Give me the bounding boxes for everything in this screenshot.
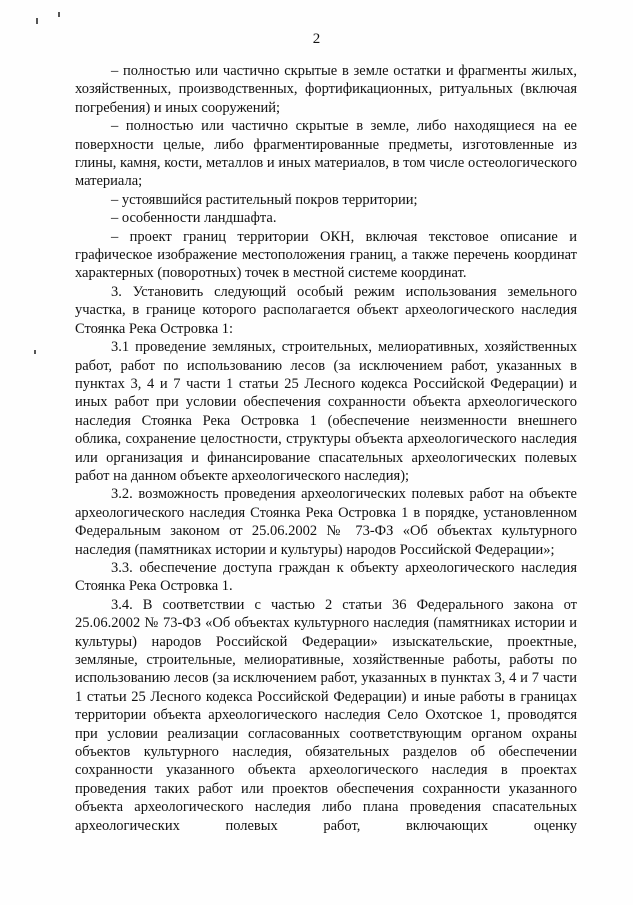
paragraph: 3.1 проведение земляных, строительных, мелиоративных, хозяйственных работ, работ по использованию лесов (за исключением работ, указанных в пунктах 3, 4 и 7 части 1 статьи 25 Лесного кодекса Российской Федерации) и иных работ при условии обеспечения сохранности объекта археологического наследия Стоянка Река Островка 1 (обеспечение неизменности внешнего облика, сохранение целостности, структуры объекта археологического наследия или организация и финансирование спасательных археологических полевых работ на данном объекте археологического наследия); xyxy=(75,339,577,484)
paragraph: – устоявшийся растительный покров территории; xyxy=(111,191,418,208)
paragraph: 3.3. обеспечение доступа граждан к объекту археологического наследия Стоянка Река Островка 1. xyxy=(75,559,577,595)
paragraph: – полностью или частично скрытые в земле, либо находящиеся на ее поверхности целые, либо фрагментированные предметы, изготовленные из глины, камня, кости, металлов и иных материалов, в том числе остеологического материала; xyxy=(75,118,577,190)
scan-artifact-mark xyxy=(36,18,38,24)
document-body xyxy=(75,62,577,835)
scan-artifact-mark xyxy=(34,350,36,354)
paragraph: – полностью или частично скрытые в земле остатки и фрагменты жилых, хозяйственных, производственных, фортификационных, ритуальных (включая погребения) и иных сооружений; xyxy=(75,63,577,116)
paragraph: 3.2. возможность проведения археологических полевых работ на объекте археологического наследия Стоянка Река Островка 1 в порядке, установленном Федеральным законом от 25.06.2002 № 73-ФЗ «Об объектах культурного наследия (памятниках истории и культуры) народов Российской Федерации»; xyxy=(75,486,577,558)
scan-artifact-mark xyxy=(58,12,60,17)
paragraph: – проект границ территории ОКН, включая текстовое описание и графическое изображение местоположения границ, а также перечень координат характерных (поворотных) точек в местной системе координат. xyxy=(75,228,577,282)
page-number: 2 xyxy=(312,31,321,47)
paragraph: – особенности ландшафта. xyxy=(111,210,277,227)
paragraph: 3.4. В соответствии с частью 2 статьи 36 Федерального закона от 25.06.2002 № 73-ФЗ «Об объектах культурного наследия (памятниках истории и культуры) народов Российской Федерации» изыскательские, проектные, земляные, строительные, мелиоративные, хозяйственные работы, работы по использованию лесов (за исключением работ, указанных в пунктах 3, 4 и 7 части 1 статьи 25 Лесного кодекса Российской Федерации) и иные работы в границах территории объекта археологического наследия Село Охотское 1, проводятся при условии реализации согласованных соответствующим органом охраны объектов культурного наследия, обязательных разделов об обеспечении сохранности указанного объекта археологического наследия в проектах проведения таких работ или проектов обеспечения сохранности указанного объекта археологического наследия либо плана проведения спасательных археологических полевых работ, включающих оценку xyxy=(75,596,577,834)
paragraph: 3. Установить следующий особый режим использования земельного участка, в границе которого располагается объект археологического наследия Стоянка Река Островка 1: xyxy=(75,283,577,337)
